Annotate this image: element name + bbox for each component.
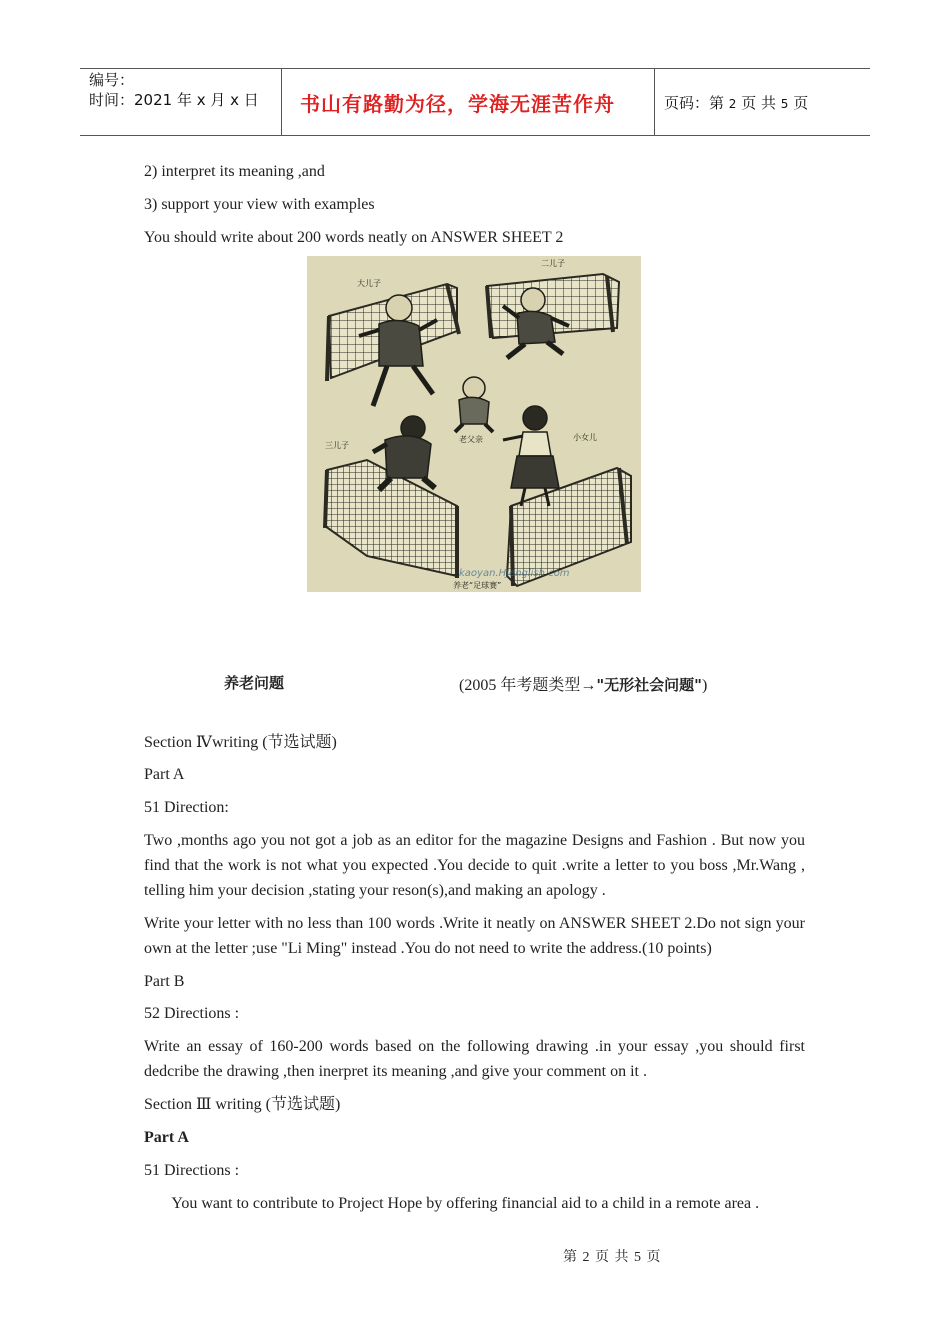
section4-paragraph-1: Two ,months ago you not got a job as an editor for the magazine Designs and Fashion . But now you find that the work is not what you expected .You decide to quit .write a letter to you boss ,Mr.Wang , telling him your decision ,stating your reson(s),and making an apology .	[144, 832, 805, 899]
footer-total: 5	[634, 1250, 642, 1265]
cartoon-label-eldest-son: 大儿子	[357, 279, 381, 288]
header-page-prefix: 页码：第	[664, 94, 725, 112]
caption-type-suffix: )	[701, 677, 708, 694]
section4-direction-51: 51 Direction:	[144, 799, 229, 816]
section4-heading: Section Ⅳwriting (节选试题)	[144, 734, 337, 751]
footer-mid: 页 共	[595, 1250, 630, 1265]
intro-line-word-count: You should write about 200 words neatly on ANSWER SHEET 2	[144, 229, 564, 246]
header-divider-right	[654, 68, 655, 136]
header-page-current: 2	[728, 97, 737, 111]
footer-suffix: 页	[646, 1250, 662, 1265]
cartoon-caption-type	[459, 672, 707, 695]
cartoon-label-third-son: 三儿子	[325, 441, 349, 450]
header-meta	[89, 70, 259, 110]
intro-line-3: 3) support your view with examples	[144, 196, 375, 213]
section3-part-a: Part A	[144, 1129, 189, 1146]
section4-part-a: Part A	[144, 766, 185, 783]
section4-paragraph-3: Write an essay of 160-200 words based on the following drawing .in your essay ,you should first dedcribe the drawing ,then inerpret its meaning ,and give your comment on it .	[144, 1038, 805, 1080]
intro-line-2: 2) interpret its meaning ,and	[144, 163, 325, 180]
section4-paragraph-2: Write your letter with no less than 100 words .Write it neatly on ANSWER SHEET 2.Do not sign your own at the letter ;use "Li Ming" instead .You do not need to write the address.(10 points)	[144, 915, 805, 957]
footer-current: 2	[582, 1250, 591, 1265]
header-page-suffix: 页	[793, 94, 809, 112]
header-date-label: 时间：2021 年 x 月 x 日	[89, 91, 259, 109]
cartoon-caption-topic: 养老问题	[224, 674, 285, 692]
cartoon-label-second-son: 二儿子	[541, 259, 565, 268]
header-page-indicator	[664, 92, 808, 113]
section3-heading: Section Ⅲ writing (节选试题)	[144, 1096, 341, 1113]
cartoon-label-old-father: 老父亲	[459, 435, 483, 444]
section3-paragraph-1: You want to contribute to Project Hope by offering financial aid to a child in a remote area .	[144, 1195, 760, 1212]
section3-directions-51: 51 Directions :	[144, 1162, 240, 1179]
header-top-rule	[80, 68, 870, 69]
cartoon-illustration	[307, 256, 641, 592]
cartoon-title: 养老“足球赛”	[453, 581, 502, 590]
caption-type-prefix: (2005 年考题类型→	[459, 677, 597, 694]
section4-directions-52: 52 Directions :	[144, 1005, 240, 1022]
header-bottom-rule	[80, 135, 870, 136]
footer-page-indicator	[563, 1246, 662, 1266]
section4-part-b: Part B	[144, 973, 185, 990]
footer-prefix: 第	[563, 1250, 578, 1265]
cartoon-watermark: kaoyan.HJenglish.com	[459, 568, 570, 579]
header-divider-left	[281, 68, 282, 136]
header-page-mid: 页 共	[741, 94, 776, 112]
header-page-total: 5	[780, 97, 789, 111]
header-motto: 书山有路勤为径，学海无涯苦作舟	[300, 92, 615, 116]
cartoon-label-daughter: 小女儿	[573, 433, 597, 442]
header-number-label: 编号：	[89, 71, 135, 89]
caption-type-bold: "无形社会问题"	[596, 676, 702, 694]
